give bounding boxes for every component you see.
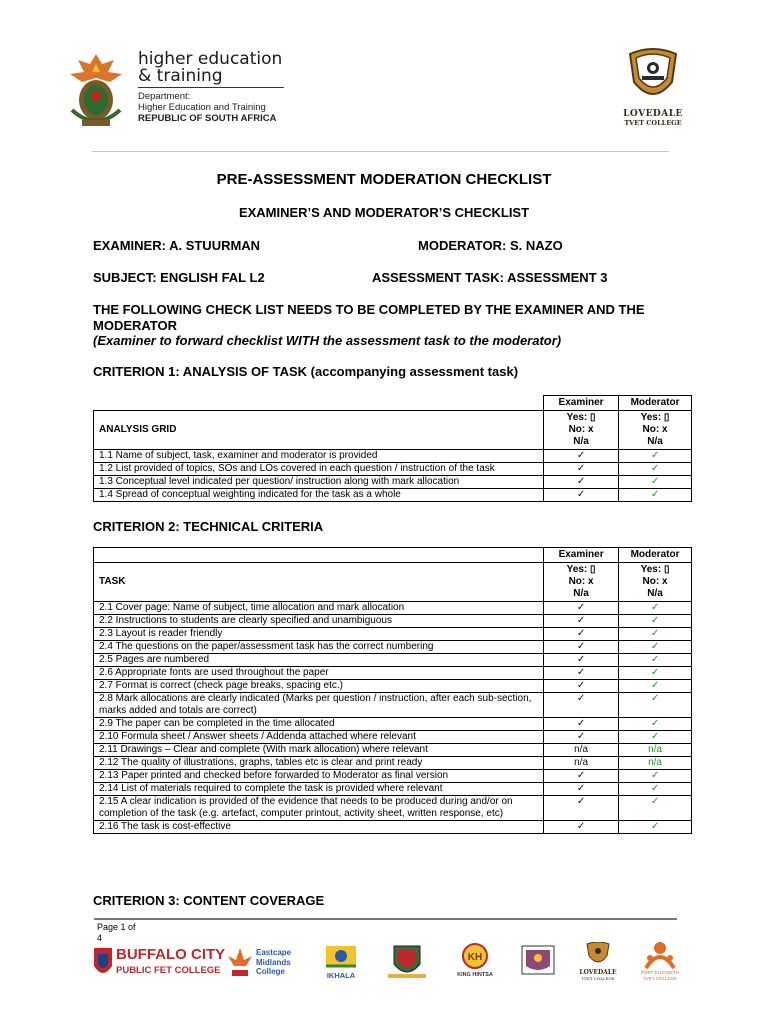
analysis-grid-table: [93, 395, 692, 502]
moderator-check: ✓: [619, 628, 692, 641]
row-text: 2.10 Formula sheet / Answer sheets / Addenda attached where relevant: [94, 731, 544, 744]
moderator-check: ✓: [619, 476, 692, 489]
table-row: [94, 450, 692, 463]
row-text: 2.12 The quality of illustrations, graphs, tables etc is clear and print ready: [94, 757, 544, 770]
instruction-line1: THE FOLLOWING CHECK LIST NEEDS TO BE COMPLETED BY THE EXAMINER AND THE: [93, 302, 645, 317]
dept-title-line2: & training: [138, 66, 223, 86]
row-text: 1.3 Conceptual level indicated per question/ instruction along with mark allocation: [94, 476, 544, 489]
lovedale-sub: TVET COLLEGE: [624, 119, 682, 127]
buffalo-city-logo: [92, 944, 226, 982]
moderator-check: ✓: [619, 731, 692, 744]
moderator-check: ✓: [619, 641, 692, 654]
examiner-check: ✓: [544, 654, 619, 667]
legend-yes: Yes: ▯: [566, 564, 596, 575]
table-row: [94, 667, 692, 680]
dept-name: Higher Education and Training: [138, 102, 266, 113]
row-text: 1.2 List provided of topics, SOs and LOs covered in each question / instruction of the task: [94, 463, 544, 476]
page-total: 4: [97, 933, 103, 943]
moderator-name: MODERATOR: S. NAZO: [418, 238, 563, 253]
moderator-check: n/a: [619, 744, 692, 757]
moderator-check: n/a: [619, 757, 692, 770]
row-text: 2.9 The paper can be completed in the time allocated: [94, 718, 544, 731]
instruction-note: (Examiner to forward checklist WITH the assessment task to the moderator): [93, 333, 562, 348]
analysis-grid-text: ANALYSIS GRID: [99, 424, 177, 435]
table-row: [94, 783, 692, 796]
table-row: [94, 602, 692, 615]
document-subtitle: EXAMINER’S AND MODERATOR’S CHECKLIST: [238, 205, 530, 220]
moderator-check: ✓: [619, 693, 692, 718]
eastcape-sub: Midlands College: [256, 958, 291, 976]
table-row: [94, 731, 692, 744]
moderator-legend: [619, 563, 692, 602]
table-header-blank: [94, 396, 544, 411]
port-elizabeth-logo: [632, 940, 688, 982]
moderator-check: ✓: [619, 463, 692, 476]
assessment-task: ASSESSMENT TASK: ASSESSMENT 3: [372, 270, 608, 285]
college-seal-icon: [512, 942, 564, 982]
criterion3-heading: CRITERION 3: CONTENT COVERAGE: [93, 893, 325, 908]
port-elizabeth-name: PORT ELIZABETH: [640, 970, 680, 975]
dept-title-line1: higher education: [138, 49, 283, 69]
examiner-check: ✓: [544, 450, 619, 463]
moderator-legend: [619, 411, 692, 450]
examiner-check: ✓: [544, 489, 619, 502]
table-row: [94, 641, 692, 654]
footer-divider: [94, 918, 677, 920]
row-text: 2.6 Appropriate fonts are used throughout the paper: [94, 667, 544, 680]
king-hintsa-name: KING HINTSA: [457, 972, 493, 978]
table-row: [94, 615, 692, 628]
table-row: [94, 757, 692, 770]
task-text: TASK: [99, 576, 126, 587]
examiner-check: n/a: [544, 744, 619, 757]
legend-yes: Yes: ▯: [566, 412, 596, 423]
header-divider: [138, 87, 284, 88]
row-text: 2.2 Instructions to students are clearly specified and unambiguous: [94, 615, 544, 628]
row-text: 2.13 Paper printed and checked before forwarded to Moderator as final version: [94, 770, 544, 783]
college-crest-icon: [384, 942, 430, 982]
table-row: [94, 796, 692, 821]
examiner-check: ✓: [544, 615, 619, 628]
moderator-check: ✓: [619, 667, 692, 680]
eastcape-name: Eastcape: [256, 948, 292, 957]
lovedale-name: LOVEDALE: [623, 109, 683, 119]
svg-text:KH: KH: [467, 952, 483, 963]
examiner-check: ✓: [544, 783, 619, 796]
moderator-check: ✓: [619, 783, 692, 796]
ikhala-name: IKHALA: [326, 971, 356, 980]
col-examiner: Examiner: [544, 396, 619, 411]
moderator-check: ✓: [619, 796, 692, 821]
table-row: [94, 680, 692, 693]
lovedale-crest-logo: [620, 48, 686, 108]
technical-criteria-table: [93, 547, 692, 834]
table-row: [94, 463, 692, 476]
col-examiner: Examiner: [544, 548, 619, 563]
examiner-check: ✓: [544, 602, 619, 615]
moderator-check: ✓: [619, 615, 692, 628]
examiner-check: ✓: [544, 476, 619, 489]
legend-na: N/a: [573, 588, 589, 599]
row-text: 2.16 The task is cost-effective: [94, 821, 544, 834]
examiner-check: ✓: [544, 463, 619, 476]
examiner-check: ✓: [544, 680, 619, 693]
examiner-legend: [544, 563, 619, 602]
examiner-check: ✓: [544, 770, 619, 783]
moderator-check: ✓: [619, 450, 692, 463]
row-text: 2.11 Drawings – Clear and complete (With mark allocation) where relevant: [94, 744, 544, 757]
criterion1-title: CRITERION 1: ANALYSIS OF TASK: [93, 364, 308, 379]
table-row: [94, 693, 692, 718]
table-row: [94, 476, 692, 489]
moderator-check: ✓: [619, 680, 692, 693]
moderator-check: ✓: [619, 770, 692, 783]
table-row: [94, 718, 692, 731]
lovedale-footer-name: LOVEDALE: [579, 969, 617, 976]
legend-no: No: x: [568, 576, 594, 587]
legend-yes: Yes: ▯: [640, 412, 670, 423]
row-text: 2.4 The questions on the paper/assessment task has the correct numbering: [94, 641, 544, 654]
lovedale-footer-logo: [574, 942, 622, 982]
row-text: 2.15 A clear indication is provided of the evidence that needs to be produced during and/or on completion of the task (e.g. artefact, computer printout, activity sheet, written response, etc): [94, 796, 544, 821]
buffalo-city-name: BUFFALO CITY: [116, 946, 226, 963]
table-row: [94, 821, 692, 834]
examiner-check: ✓: [544, 693, 619, 718]
col-moderator: Moderator: [619, 396, 692, 411]
eastcape-midlands-logo: [226, 946, 312, 982]
row-text: 1.4 Spread of conceptual weighting indicated for the task as a whole: [94, 489, 544, 502]
analysis-grid-label: [94, 411, 544, 450]
examiner-legend: [544, 411, 619, 450]
task-label: [94, 563, 544, 602]
examiner-check: ✓: [544, 821, 619, 834]
header-accent-line: [92, 151, 669, 152]
row-text: 2.5 Pages are numbered: [94, 654, 544, 667]
table-header-blank: [94, 548, 544, 563]
row-text: 1.1 Name of subject, task, examiner and moderator is provided: [94, 450, 544, 463]
row-text: 2.3 Layout is reader friendly: [94, 628, 544, 641]
footer-logos: [92, 940, 688, 984]
row-text: 2.7 Format is correct (check page breaks, spacing etc.): [94, 680, 544, 693]
legend-no: No: x: [642, 576, 668, 587]
examiner-check: ✓: [544, 718, 619, 731]
table-row: [94, 744, 692, 757]
examiner-check: ✓: [544, 796, 619, 821]
examiner-name: EXAMINER: A. STUURMAN: [93, 238, 261, 253]
legend-no: No: x: [568, 424, 594, 435]
moderator-check: ✓: [619, 821, 692, 834]
legend-na: N/a: [647, 588, 663, 599]
legend-yes: Yes: ▯: [640, 564, 670, 575]
instruction-line2: MODERATOR: [93, 318, 178, 333]
legend-na: N/a: [647, 436, 663, 447]
criterion2-heading: CRITERION 2: TECHNICAL CRITERIA: [93, 519, 324, 534]
dept-country: REPUBLIC OF SOUTH AFRICA: [138, 113, 277, 124]
criterion1-suffix: (accompanying assessment task): [307, 364, 519, 379]
examiner-check: ✓: [544, 628, 619, 641]
moderator-check: ✓: [619, 654, 692, 667]
examiner-check: ✓: [544, 731, 619, 744]
row-text: 2.1 Cover page: Name of subject, time allocation and mark allocation: [94, 602, 544, 615]
examiner-check: ✓: [544, 667, 619, 680]
row-text: 2.8 Mark allocations are clearly indicated (Marks per question / instruction, after each sub-section, marks added and totals are correct): [94, 693, 544, 718]
coat-of-arms-logo: [64, 50, 128, 132]
document-title: PRE-ASSESSMENT MODERATION CHECKLIST: [216, 171, 552, 188]
examiner-check: n/a: [544, 757, 619, 770]
criterion1-heading: [93, 364, 518, 379]
subject-name: SUBJECT: ENGLISH FAL L2: [93, 270, 265, 285]
port-elizabeth-sub: TVET COLLEGE: [643, 976, 677, 981]
table-row: [94, 628, 692, 641]
table-row: [94, 654, 692, 667]
moderator-check: ✓: [619, 718, 692, 731]
moderator-check: ✓: [619, 489, 692, 502]
col-moderator: Moderator: [619, 548, 692, 563]
dept-label: Department:: [138, 91, 191, 102]
lovedale-footer-sub: TVET COLLEGE: [581, 976, 615, 981]
examiner-check: ✓: [544, 641, 619, 654]
row-text: 2.14 List of materials required to complete the task is provided where relevant: [94, 783, 544, 796]
table-row: [94, 770, 692, 783]
legend-no: No: x: [642, 424, 668, 435]
buffalo-city-sub: PUBLIC FET COLLEGE: [116, 965, 221, 976]
moderator-check: ✓: [619, 602, 692, 615]
ikhala-logo: [320, 944, 362, 982]
table-row: [94, 489, 692, 502]
page-label: Page 1 of: [97, 922, 136, 932]
king-hintsa-logo: [452, 942, 498, 982]
legend-na: N/a: [573, 436, 589, 447]
